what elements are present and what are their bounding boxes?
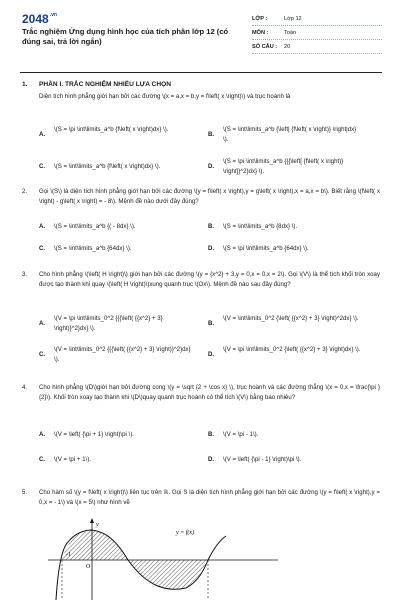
question-text: Cho hàm số \(y = f\left( x \right)\) liên tục trên ℝ. Gọi S là diện tích hình phẳng giới hạn bởi các đường \(y = f\left( x \right),y = 0,x = - 1\) và \(x = 5\) như hình vẽ xyxy=(39,489,380,506)
option-label: D. xyxy=(208,245,215,252)
y-axis-label: y xyxy=(96,522,99,528)
function-graph xyxy=(48,518,278,600)
meta-key: SỐ CÂU : xyxy=(252,43,278,50)
option-text: \(V = \pi \int\limits_0^2 {{{\left( {{x^2} + 3} \right)}^2}dx} \). xyxy=(54,315,163,332)
section-title: PHẦN I. TRẮC NGHIỆM NHIỀU LỰA CHỌN xyxy=(39,81,171,88)
meta-value: 20 xyxy=(284,43,291,50)
option-label: D. xyxy=(208,163,215,170)
option-text: \(S = \int\limits_a^b {8dx} \). xyxy=(223,223,298,230)
meta-value: Lớp 12 xyxy=(284,15,302,22)
option-text: \(V = \left( {\pi - 1} \right)\pi \). xyxy=(223,456,302,463)
header xyxy=(0,0,400,68)
option-label: C. xyxy=(39,163,46,170)
question-text: Diện tích hình phẳng giới hạn bởi các đường \(x = a,x = b,y = f\left( x \right)\) và trục hoành là xyxy=(39,93,291,100)
shaded-region-middle xyxy=(92,530,128,560)
graph-svg xyxy=(48,518,278,600)
question-number: 3. xyxy=(22,271,28,278)
origin-label: O xyxy=(86,564,91,570)
question-4 xyxy=(22,383,382,478)
option-label: A. xyxy=(39,131,46,138)
option-label: B. xyxy=(208,131,215,138)
option-text: \(V = \pi \int\limits_0^2 {\left( {{x^2} + 3} \right)dx} \). xyxy=(223,346,361,353)
option-label: B. xyxy=(208,223,215,230)
meta-value: Toán xyxy=(284,29,297,36)
header-divider xyxy=(20,72,382,73)
meta-row-grade xyxy=(252,12,382,26)
option-text: \(V = \int\limits_0^2 {\left( {{x^2} + 3} \right)^2dx} \). xyxy=(223,315,359,322)
site-logo[interactable]: $2048^{.vn}$ xyxy=(22,12,57,26)
question-2 xyxy=(22,187,382,257)
option-label: A. xyxy=(39,431,46,438)
option-text: \(S = \int\limits_a^b {64dx} \). xyxy=(54,245,132,252)
question-text: Cho hình phẳng \(\left( H \right)\) giới hạn bởi các đường \(y = {x^2} + 3,y = 0,x = 0,x = 2\). Gọi \(V\) là thể tích khối tròn xoay được tạo thành khi quay \(\left( H \right)\)xung quanh trục \(Ox\). Mệnh đề nào sau đây đúng? xyxy=(39,271,380,288)
question-3 xyxy=(22,270,382,370)
question-text: Cho hình phẳng \(D\)giới hạn bởi đường cong \(y = \sqrt {2 + \cos x} \), trục hoành và các đường thẳng \(x = 0,x = \frac{\pi }{2}\). Khối tròn xoay tạo thành khi \(D\)quay quanh trục hoành có thể tích \(V\) bằng bao nhiêu? xyxy=(39,384,380,401)
question-number: 2. xyxy=(22,188,28,195)
option-text: \(S = \int\limits_a^b {f\left( x \right)dx} \). xyxy=(54,163,161,170)
option-label: D. xyxy=(208,456,215,463)
option-label: C. xyxy=(39,351,46,358)
option-label: A. xyxy=(39,223,46,230)
option-text: \(V = \pi - 1\). xyxy=(223,431,259,438)
meta-key: MÔN : xyxy=(252,29,269,36)
option-text: \(S = \int\limits_a^b {( - 8dx} \). xyxy=(54,223,136,230)
tick-label-minus-one: -1 xyxy=(66,552,71,558)
option-text: \(S = \int\limits_a^b {\left| {f\left( x \right)} \right|dx} \). xyxy=(223,126,357,143)
option-text: \(V = \int\limits_0^2 {{{\left( {{x^2} + 3} \right)}^2}dx} \). xyxy=(54,346,191,363)
question-text: Gọi \(S\) là diện tích hình phẳng giới hạn bởi các đường \(y = f\left( x \right),y = g\left( x \right),x = a,x = b\). Biết rằng \(f\left( x \right) - g\left( x \right) = - 8\). Mệnh đề nào dưới đây đúng? xyxy=(39,188,380,205)
question-1 xyxy=(22,92,382,175)
question-number: 5. xyxy=(22,489,28,496)
section-heading xyxy=(22,80,382,90)
meta-row-subject xyxy=(252,26,382,40)
option-text: \(V = \left( {\pi + 1} \right)\pi \). xyxy=(54,431,134,438)
meta-row-count xyxy=(252,40,382,54)
option-label: B. xyxy=(208,320,215,327)
y-axis-arrow xyxy=(90,518,94,523)
question-5 xyxy=(22,488,382,518)
meta-key: LỚP : xyxy=(252,15,268,22)
section-number: 1. xyxy=(22,81,28,88)
option-text: \(S = \pi \int\limits_a^b {f\left( x \right)dx} \). xyxy=(54,126,169,133)
option-label: C. xyxy=(39,456,46,463)
curve-label: y = f(x) xyxy=(176,530,195,536)
document-title: Trắc nghiệm Ứng dụng hình học của tích phân lớp 12 (có đúng sai, trả lời ngắn) xyxy=(22,27,229,46)
option-text: \(V = \pi + 1\). xyxy=(54,456,91,463)
option-text: \(S = \pi \int\limits_a^b {{{\left[ {f\left( x \right)} \right]}^2}dx} \). xyxy=(223,158,344,175)
option-label: A. xyxy=(39,320,46,327)
option-text: \(S = \pi \int\limits_a^b {64dx} \). xyxy=(223,245,309,252)
option-label: B. xyxy=(208,431,215,438)
question-number: 4. xyxy=(22,384,28,391)
option-label: C. xyxy=(39,245,46,252)
option-label: D. xyxy=(208,351,215,358)
meta-table xyxy=(252,12,382,54)
